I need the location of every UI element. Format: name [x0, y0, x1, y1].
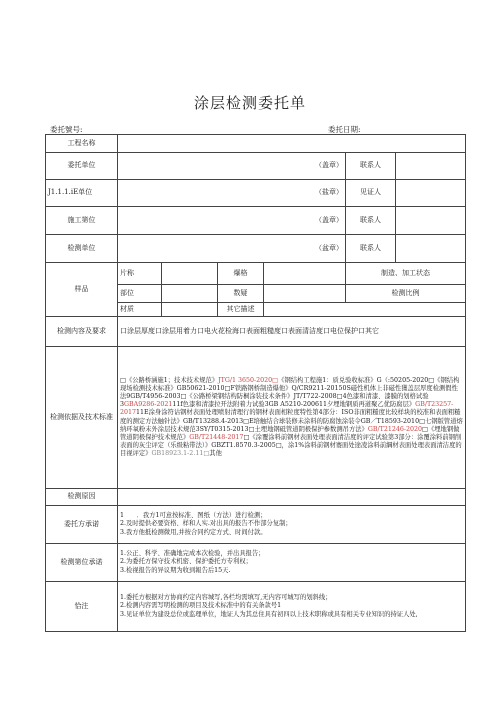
- note-item: 1.委托方根据对方协商约定内容城写,各栏均需填写,无内容可城写的划斜线；: [120, 594, 332, 602]
- construction-unit-label: 施工第位: [46, 207, 118, 235]
- material-label: 材质: [118, 303, 162, 317]
- basis-standard-segment: □《埋地钢做管道阴极保护技术规范》: [120, 425, 460, 441]
- document-title: 涂层检测委托单: [193, 94, 306, 112]
- client-contact-field[interactable]: [396, 153, 466, 180]
- witness-unit-label: J1.1.1.iE单位: [46, 180, 118, 207]
- row-lab-promise: [46, 544, 466, 582]
- maker-label: 制造、加工状态: [346, 263, 466, 285]
- content-options[interactable]: 口涂层厚度口涂层用着力口电火花检海口表面粗糙度口表面清洁度口电位保护口其它: [118, 317, 466, 347]
- inspection-contact-field[interactable]: [396, 235, 466, 263]
- row-notes: [46, 582, 466, 632]
- lab-promise-item: 2.为委托方保守技术机密、保护委托方专利权；: [120, 558, 252, 566]
- lab-promise-label: 检测第位承诺: [46, 544, 118, 582]
- quantity-field[interactable]: [264, 285, 346, 303]
- notes-text: [118, 582, 466, 632]
- note-item: 3.见证单位为建设总位或监理单位，地证人为其总住具有初四以上技术职称或具有相关专业知识的持证人处,: [120, 610, 418, 618]
- basis-standard-segment: GBA9286-2021: [124, 401, 173, 409]
- content-label: 检测内容及要求: [46, 317, 118, 347]
- row-inspection: [46, 235, 466, 263]
- witness-seal-field[interactable]: [118, 180, 346, 207]
- witness-seal-label: （盐章）: [315, 188, 343, 197]
- quantity-label: 数疑: [218, 285, 264, 303]
- row-client-promise: [46, 506, 466, 544]
- lab-promise-text: [118, 544, 466, 582]
- client-promise-item: 2.及时提供必要资格、样和人实.对出具的报告不作部分复制；: [120, 520, 292, 528]
- inspection-contact-label: 联系人: [346, 235, 396, 263]
- spec-field[interactable]: [264, 263, 346, 285]
- entrust-date-label: 委托日期:: [328, 125, 361, 134]
- entrust-number-label: 委托號号:: [50, 125, 83, 134]
- client-promise-item: 1 ．我方1可意按标准、图纸（方法）进行检测；: [120, 512, 267, 520]
- inspection-seal-label: （盆章）: [315, 243, 343, 252]
- inspection-unit-label: 检测单位: [46, 235, 118, 263]
- project-name-field[interactable]: [118, 135, 466, 153]
- other-desc-label: 其它描述: [218, 303, 264, 317]
- row-basis: [46, 347, 466, 489]
- entrust-form-table: [45, 134, 466, 632]
- construction-seal-label: （盖章）: [315, 215, 343, 224]
- construction-seal-field[interactable]: [118, 207, 346, 235]
- reason-field[interactable]: [118, 489, 466, 506]
- client-seal-field[interactable]: [118, 153, 346, 180]
- basis-standard-segment: 11f色漆和清漆拉开法附着力试验3GB A5210-200611夕埋地钢质再道聚乙优防腐层》: [172, 401, 416, 409]
- note-item: 2.检测内容需写明检测的项目及技术标准中的有关条款号1: [120, 602, 282, 610]
- basis-standard-segment: GB18923.1-2.11□: [151, 450, 210, 458]
- basis-standard-segment: GB/T23257-2017: [120, 401, 454, 417]
- reason-label: 检测原因: [46, 489, 118, 506]
- part-label: 部位: [118, 285, 162, 303]
- row-sample-1: [46, 263, 466, 285]
- client-seal-label: （盖章）: [315, 161, 343, 170]
- basis-standard-segment: 其他: [209, 450, 222, 458]
- basis-standard-segment: 《钢结构工程施1：质兑验收标准》G（:50205-2020□《钢结构现场检测技术标准》GB50621-2010□F铁路钢桥制造爆他》Q/CR9211-20150S磁性机体上非磁性獲盖层厚度检测假性法9GB/T4956-2003□《公路桥梁钢结构防桐涂装技术条件》JT/T722-2008□4色漆和清漆、漆膜的划格试验3: [120, 376, 460, 409]
- client-label: 委托单位: [46, 153, 118, 180]
- piece-name-label: 片称: [118, 263, 162, 285]
- witness-field[interactable]: [396, 180, 466, 207]
- client-promise-text: [118, 506, 466, 544]
- row-content: [46, 317, 466, 347]
- construction-contact-label: 联系人: [346, 207, 396, 235]
- client-contact-label: 联系人: [346, 153, 396, 180]
- basis-standard-segment: □《涂覆涂料前钢材表面处理表面清洁度的评定试验第3部分：涂覆涂料前钢削表面的灰尘评定（乐级粘带法）》GBZT1.8570.3-2005□，涂1%涂料前钢材褰面处途凌涂料前綱材表面处理表面清洁度的目视评定》: [120, 433, 462, 458]
- lab-promise-item: 3.检视报告的异议期为收到報告后15天.: [120, 566, 231, 574]
- basis-text[interactable]: [118, 347, 466, 489]
- basis-standard-segment: 11E涂身涂符诂钢材表面处理喷射清理行的钢材表面相粒度特性第4部分：ISO非面粗糙度比较样块的校准和表面粗糙度的测定方法触针法》GB/T13288.4-2013□E培触结合球装修未涂料的防腐蚀涂装令GB／T18593-2010□七钢版管道熔纳环氧粉末外涂层技术规范3SY/T0315-2013□土埋地钢砥管道阴极保护参数测吊方法》: [120, 409, 463, 433]
- basis-standard-segment: □《公路桥涵施1；技术技术规范》: [120, 376, 219, 384]
- row-reason: [46, 489, 466, 506]
- witness-label: 见证人: [346, 180, 396, 207]
- construction-contact-field[interactable]: [396, 207, 466, 235]
- ratio-label: 检测比例: [346, 285, 466, 303]
- row-client: [46, 153, 466, 180]
- piece-name-field[interactable]: [162, 263, 218, 285]
- basis-standard-segment: JTG/1 3650-2020□: [218, 376, 279, 384]
- client-promise-label: 委托方承诺: [46, 506, 118, 544]
- row-witness: [46, 180, 466, 207]
- project-name-label: 工程名称: [46, 135, 118, 153]
- client-promise-item: 3.我方他抵检测微用,并按合同约定方式、时间付款。: [120, 528, 267, 536]
- basis-standard-segment: GB/T21246-2020: [367, 425, 423, 433]
- part-field[interactable]: [162, 285, 218, 303]
- notes-label: 恰注: [46, 582, 118, 632]
- material-field[interactable]: [162, 303, 218, 317]
- spec-label: 爆格: [218, 263, 264, 285]
- basis-standards-list: [120, 377, 463, 458]
- row-project-name: [46, 135, 466, 153]
- row-construction: [46, 207, 466, 235]
- basis-label: 检测依据及技术标准: [46, 347, 118, 489]
- basis-standard-segment: GB/T21448-2017: [189, 433, 244, 441]
- inspection-seal-field[interactable]: [118, 235, 346, 263]
- lab-promise-item: 1.公正、科学、准确地完成本次检验，并出具报告；: [120, 550, 265, 558]
- sample-label: 样品: [46, 263, 118, 317]
- other-desc-field[interactable]: [264, 303, 466, 317]
